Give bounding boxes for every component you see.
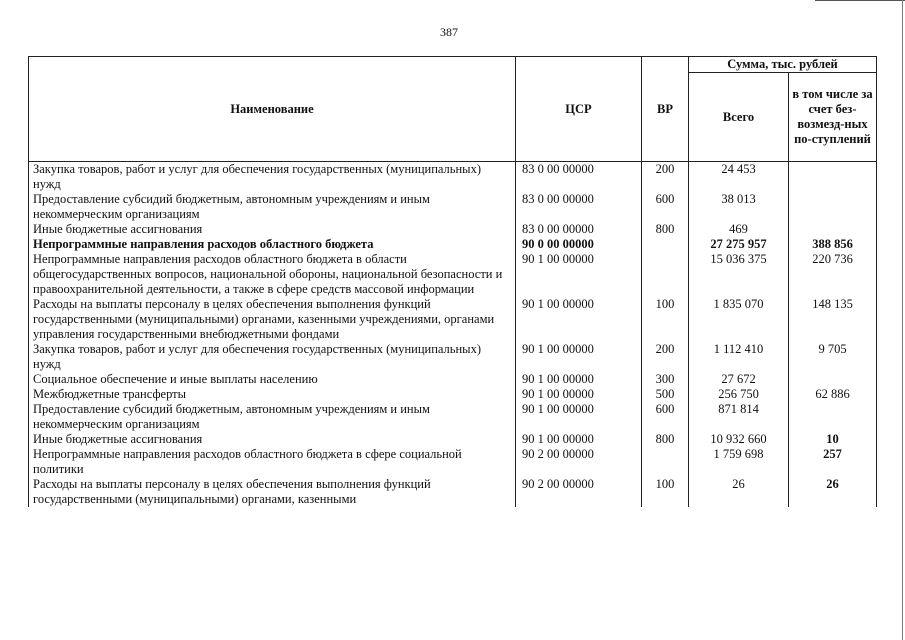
- table-row: [29, 432, 877, 447]
- cell-total: 469: [689, 222, 789, 237]
- header-vr: ВР: [642, 57, 689, 162]
- cell-csr: 90 0 00 00000: [516, 237, 642, 252]
- cell-csr: 90 1 00 00000: [516, 387, 642, 402]
- table-row: [29, 477, 877, 507]
- cell-total: 24 453: [689, 162, 789, 193]
- cell-csr: 90 1 00 00000: [516, 342, 642, 372]
- cell-name: Непрограммные направления расходов областного бюджета: [29, 237, 516, 252]
- table-row: [29, 192, 877, 222]
- cell-name: Межбюджетные трансферты: [29, 387, 516, 402]
- cell-free: 9 705: [789, 342, 877, 372]
- cell-vr: 200: [642, 342, 689, 372]
- cell-total: 10 932 660: [689, 432, 789, 447]
- cell-name: Предоставление субсидий бюджетным, автономным учреждениям и иным некоммерческим организациям: [29, 192, 516, 222]
- cell-vr: 500: [642, 387, 689, 402]
- cell-vr: 300: [642, 372, 689, 387]
- cell-total: 15 036 375: [689, 252, 789, 297]
- cell-free: 220 736: [789, 252, 877, 297]
- cell-vr: 600: [642, 402, 689, 432]
- cell-name: Иные бюджетные ассигнования: [29, 432, 516, 447]
- cell-name: Предоставление субсидий бюджетным, автономным учреждениям и иным некоммерческим организациям: [29, 402, 516, 432]
- cell-total: 256 750: [689, 387, 789, 402]
- cell-free: [789, 402, 877, 432]
- table-row: [29, 342, 877, 372]
- header-csr: ЦСР: [516, 57, 642, 162]
- cell-name: Социальное обеспечение и иные выплаты населению: [29, 372, 516, 387]
- cell-total: 27 672: [689, 372, 789, 387]
- cell-vr: 100: [642, 297, 689, 342]
- top-edge-line: [815, 0, 905, 1]
- cell-vr: 800: [642, 222, 689, 237]
- table-row: [29, 252, 877, 297]
- table-row: [29, 447, 877, 477]
- cell-name: Расходы на выплаты персоналу в целях обеспечения выполнения функций государственными (муниципальными) органами, казенными: [29, 477, 516, 507]
- cell-name: Расходы на выплаты персоналу в целях обеспечения выполнения функций государственными (муниципальными) органами, казенными учреждениями, органами управления государственными внебюджетными фондами: [29, 297, 516, 342]
- header-sum-group: Сумма, тыс. рублей: [689, 57, 877, 73]
- table-row: [29, 222, 877, 237]
- cell-csr: 90 1 00 00000: [516, 297, 642, 342]
- cell-csr: 90 2 00 00000: [516, 477, 642, 507]
- cell-total: 27 275 957: [689, 237, 789, 252]
- cell-csr: 83 0 00 00000: [516, 222, 642, 237]
- table-row: [29, 297, 877, 342]
- header-free: в том числе за счет без-возмезд-ных по-ступлений: [789, 73, 877, 162]
- cell-free: 148 135: [789, 297, 877, 342]
- header-name: Наименование: [29, 57, 516, 162]
- cell-csr: 90 1 00 00000: [516, 402, 642, 432]
- cell-free: [789, 162, 877, 193]
- cell-total: 38 013: [689, 192, 789, 222]
- cell-vr: 600: [642, 192, 689, 222]
- header-total: Всего: [689, 73, 789, 162]
- cell-csr: 90 1 00 00000: [516, 372, 642, 387]
- cell-total: 1 112 410: [689, 342, 789, 372]
- cell-csr: 83 0 00 00000: [516, 192, 642, 222]
- cell-name: Непрограммные направления расходов областного бюджета в области общегосударственных вопросов, национальной обороны, национальной безопасности и правоохранительной деятельности, а также в сфере средств массовой информации: [29, 252, 516, 297]
- page-number: 387: [440, 25, 458, 39]
- cell-free: [789, 222, 877, 237]
- table-row: [29, 402, 877, 432]
- table-row: [29, 237, 877, 252]
- cell-name: Закупка товаров, работ и услуг для обеспечения государственных (муниципальных) нужд: [29, 162, 516, 193]
- right-edge-line: [902, 0, 903, 640]
- cell-total: 1 759 698: [689, 447, 789, 477]
- cell-free: [789, 192, 877, 222]
- cell-total: 26: [689, 477, 789, 507]
- cell-free: 10: [789, 432, 877, 447]
- cell-csr: 90 1 00 00000: [516, 252, 642, 297]
- cell-name: Непрограммные направления расходов областного бюджета в сфере социальной политики: [29, 447, 516, 477]
- cell-vr: [642, 447, 689, 477]
- cell-name: Закупка товаров, работ и услуг для обеспечения государственных (муниципальных) нужд: [29, 342, 516, 372]
- table-row: [29, 387, 877, 402]
- table-row: [29, 372, 877, 387]
- cell-free: 26: [789, 477, 877, 507]
- cell-csr: 83 0 00 00000: [516, 162, 642, 193]
- cell-vr: 800: [642, 432, 689, 447]
- cell-vr: [642, 237, 689, 252]
- cell-vr: 100: [642, 477, 689, 507]
- cell-vr: 200: [642, 162, 689, 193]
- cell-total: 871 814: [689, 402, 789, 432]
- cell-vr: [642, 252, 689, 297]
- cell-free: 62 886: [789, 387, 877, 402]
- cell-free: 388 856: [789, 237, 877, 252]
- cell-csr: 90 1 00 00000: [516, 432, 642, 447]
- cell-csr: 90 2 00 00000: [516, 447, 642, 477]
- cell-free: [789, 372, 877, 387]
- table-row: [29, 162, 877, 193]
- cell-name: Иные бюджетные ассигнования: [29, 222, 516, 237]
- cell-total: 1 835 070: [689, 297, 789, 342]
- budget-table: [28, 56, 877, 507]
- cell-free: 257: [789, 447, 877, 477]
